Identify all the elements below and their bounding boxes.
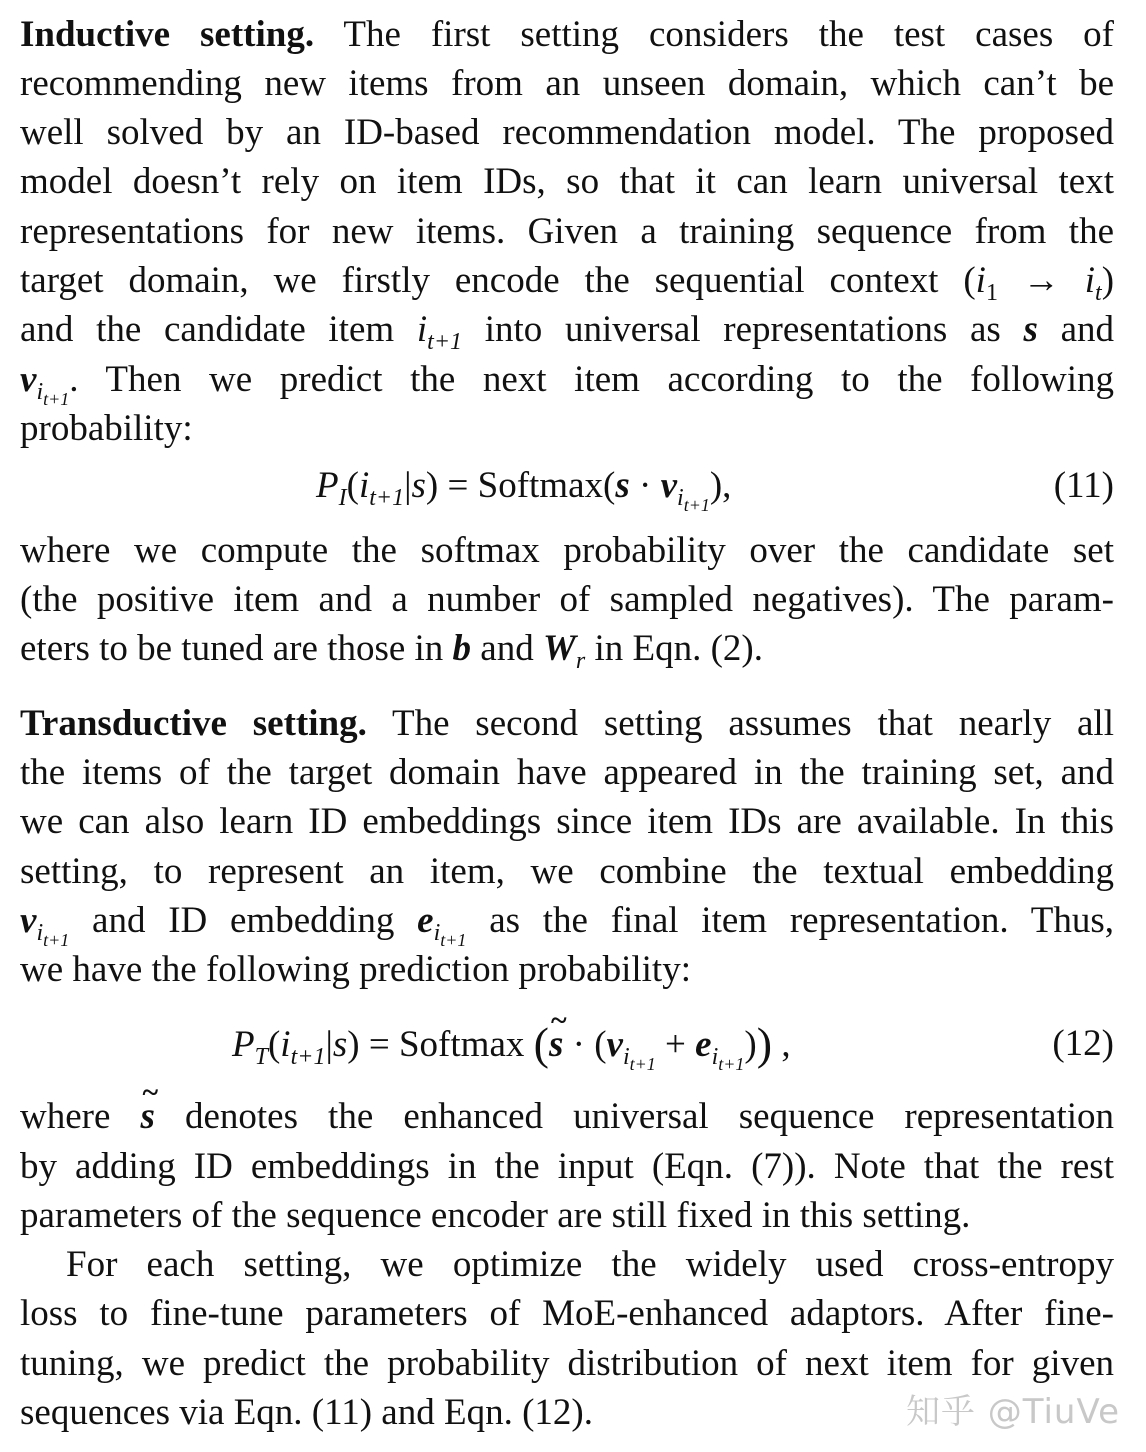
- paragraph-line: probability:: [20, 408, 193, 449]
- paragraph-line: representations for new items. Given a training sequence from the: [20, 211, 1114, 252]
- paragraph-line: $v_{i_{t+1}}$ and ID embedding $e_{i_{t+1}}$ as the final item representation. Thus,: [20, 900, 1114, 950]
- paragraph-line: and the candidate item $i_{t+1}$ into universal representations as s and: [20, 309, 1114, 355]
- paragraph-line: we can also learn ID embeddings since item IDs are available. In this: [20, 801, 1114, 842]
- paragraph-line: For each setting, we optimize the widely used cross-entropy: [66, 1244, 1114, 1285]
- paragraph-line: target domain, we firstly encode the sequential context $(i_1 \to i_t)$: [20, 260, 1115, 306]
- equation-12: $P_T(i_{t+1}|s)$ = Softmax (~ $s \cdot (v_{i_{t+1}} + e_{i_{t+1}})$) , (12): [20, 1014, 1114, 1074]
- paragraph-line: Transductive setting. The second setting assumes that nearly all: [20, 703, 1114, 744]
- equation-11: $P_I(i_{t+1}|s)$ = Softmax(s · $v_{i_{t+1}}$), (11): [20, 456, 1114, 516]
- paragraph-line: model doesn’t rely on item IDs, so that it can learn universal text: [20, 161, 1114, 202]
- paragraph-line: Inductive setting. The first setting considers the test cases of: [20, 14, 1114, 55]
- paragraph-line: well solved by an ID-based recommendation model. The proposed: [20, 112, 1114, 153]
- watermark: 知乎 @TiuVe: [905, 1392, 1120, 1432]
- paragraph-line: recommending new items from an unseen domain, which can’t be: [20, 63, 1114, 104]
- section-heading-transductive: Transductive setting.: [20, 703, 367, 744]
- paragraph-line: we have the following prediction probability:: [20, 949, 691, 990]
- equation-number: (12): [1052, 1023, 1114, 1064]
- paragraph-line: parameters of the sequence encoder are still fixed in this setting.: [20, 1195, 971, 1236]
- paragraph-line: by adding ID embeddings in the input (Eqn. (7)). Note that the rest: [20, 1146, 1114, 1187]
- paragraph-line: tuning, we predict the probability distribution of next item for given: [20, 1343, 1114, 1384]
- paragraph-line: $v_{i_{t+1}}$. Then we predict the next item according to the following: [20, 359, 1114, 409]
- paragraph-line: setting, to represent an item, we combine the textual embedding: [20, 851, 1114, 892]
- paragraph-line: loss to fine-tune parameters of MoE-enhanced adaptors. After fine-: [20, 1293, 1114, 1334]
- paragraph-line: eters to be tuned are those in b and $W_r$ in Eqn. (2).: [20, 628, 764, 674]
- paragraph-line: where ~ s denotes the enhanced universal sequence representation: [20, 1092, 1114, 1141]
- paragraph-line: (the positive item and a number of sampled negatives). The param-: [20, 579, 1114, 620]
- paragraph-line: sequences via Eqn. (11) and Eqn. (12).: [20, 1392, 593, 1433]
- equation-number: (11): [1053, 465, 1114, 506]
- paragraph-line: the items of the target domain have appeared in the training set, and: [20, 752, 1114, 793]
- section-heading-inductive: Inductive setting.: [20, 14, 315, 55]
- paragraph-line: where we compute the softmax probability over the candidate set: [20, 530, 1114, 571]
